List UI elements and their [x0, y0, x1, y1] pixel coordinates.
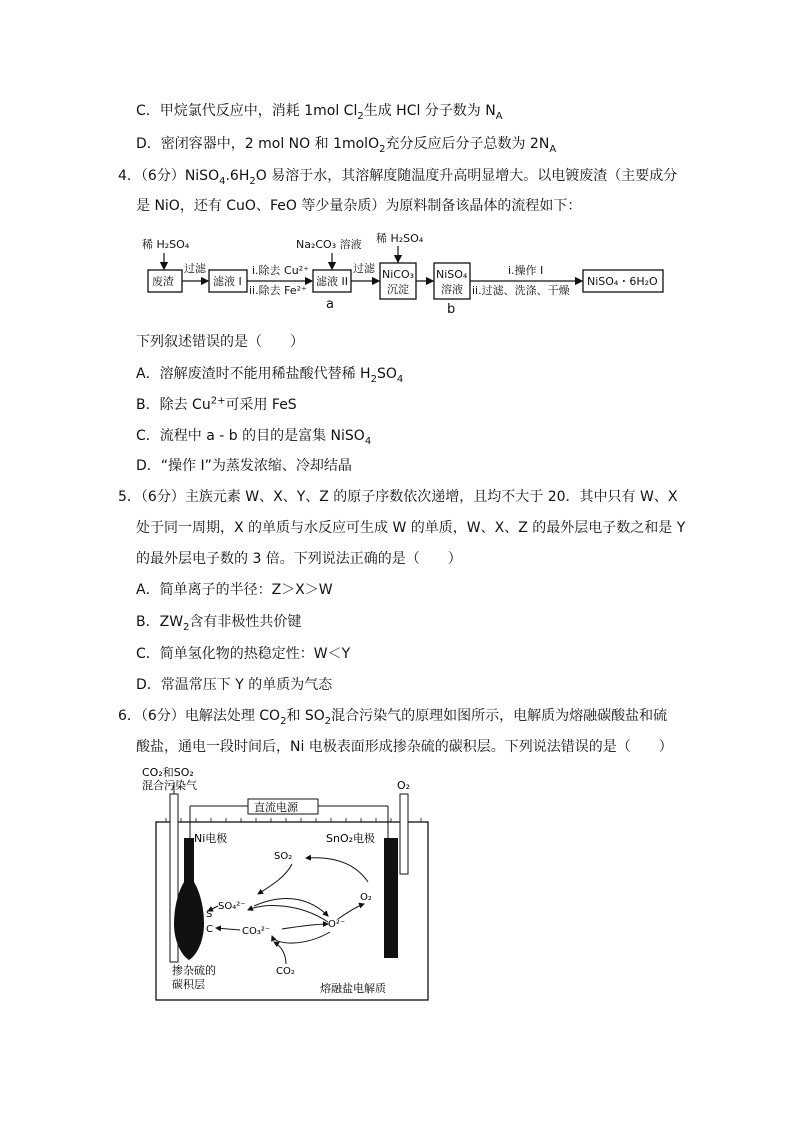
q4-option-b: B．除去 $Cu^{2+}$可采用 FeS [136, 395, 297, 413]
flow-product-label: NiSO₄・6H₂O [587, 275, 658, 288]
diagram-c-label: C [206, 924, 213, 935]
q5-option-b: B．$ZW_2$含有非极性共价键 [136, 614, 302, 633]
flow-filtrate1-label: 滤液 I [213, 275, 242, 288]
diagram-gas-label-1: CO₂和SO₂ [142, 766, 194, 779]
q5-option-d: D．常温常压下 Y 的单质为气态 [136, 677, 333, 693]
diagram-so4-label: SO₄²⁻ [218, 901, 246, 912]
diagram-power-label: 直流电源 [254, 801, 298, 814]
diagram-layer-label-1: 掺杂硫的 [172, 964, 216, 977]
q5-stem-line3: 的最外层电子数的 3 倍。下列说法正确的是（ ） [136, 551, 462, 567]
flow-waste-label: 废渣 [152, 275, 174, 288]
diagram-o2-gas-label: O₂ [360, 892, 372, 903]
diagram-electrolyte-label: 熔融盐电解质 [320, 982, 386, 995]
q4-stem-line1: 4．（6分）$NiSO_4.6H_2O$ 易溶于水，其溶解度随温度升高明显增大。以电镀废渣（主要成分 [118, 168, 678, 187]
flow-na2co3-label: Na₂CO₃ 溶液 [296, 238, 362, 251]
flow-filter1-label: 过滤 [184, 262, 206, 275]
q4-option-c: C．流程中 a - b 的目的是富集 NiSO$_4$ [136, 428, 372, 447]
q5-option-a: A．简单离子的半径：Z＞X＞W [136, 582, 333, 598]
q5-option-c: C．简单氢化物的热稳定性：W＜Y [136, 646, 351, 662]
diagram-s-label: S [206, 909, 213, 920]
flow-label-b: b [447, 302, 456, 317]
flow-niso4-sub-label: 溶液 [441, 283, 463, 296]
diagram-o2-outlet-tube [400, 794, 408, 874]
flow-niso4-label: NiSO₄ [436, 268, 468, 281]
flow-nico3-sub-label: 沉淀 [387, 283, 409, 296]
q4-prompt: 下列叙述错误的是（ ） [136, 334, 304, 350]
flow-acid2-label: 稀 H₂SO₄ [376, 232, 424, 245]
flow-filtrate2-label: 滤液 II [316, 275, 348, 288]
diagram-co2-label: CO₂ [276, 966, 295, 977]
q6-stem-line2: 酸盐，通电一段时间后，Ni 电极表面形成掺杂硫的碳积层。下列说法错误的是（ ） [136, 739, 673, 755]
flow-op-ii-label: ii.过滤、洗涤、干燥 [472, 284, 570, 297]
flow-step-ii-label: ii.除去 Fe²⁺ [249, 284, 307, 297]
flow-nico3-label: NiCO₃ [382, 268, 415, 281]
diagram-co3-label: CO₃²⁻ [242, 926, 271, 937]
diagram-o2-ion-label: O²⁻ [328, 919, 346, 930]
flow-acid1-label: 稀 H₂SO₄ [142, 238, 190, 251]
diagram-ni-electrode-label: Ni电极 [194, 832, 228, 845]
q4-option-a: A．溶解废渣时不能用稀盐酸代替稀 $H_2SO_4$ [136, 366, 404, 385]
flow-op-i-label: i.操作 I [508, 264, 544, 277]
flow-step-i-label: i.除去 Cu²⁺ [252, 264, 309, 277]
diagram-sno2-electrode-label: SnO₂电极 [326, 832, 376, 845]
flow-label-a: a [326, 297, 334, 312]
q4-stem-line2: 是 NiO，还有 CuO、FeO 等少量杂质）为原料制备该晶体的流程如下： [136, 198, 582, 214]
q3-option-c: C．甲烷氯代反应中，消耗 1mol $Cl_2$生成 HCl 分子数为 $N_A$ [136, 103, 503, 122]
q5-stem-line2: 处于同一周期，X 的单质与水反应可生成 W 的单质，W、X、Z 的最外层电子数之和是 Y [136, 520, 686, 536]
q6-stem-line1: 6．（6分）电解法处理 $CO_2$和 $SO_2$混合污染气的原理如图所示，电解质为熔融碳酸盐和硫 [118, 708, 668, 727]
diagram-gas-label-2: 混合污染气 [142, 779, 197, 792]
q4-option-d: D．“操作 I”为蒸发浓缩、冷却结晶 [136, 458, 352, 474]
diagram-so2-label: SO₂ [274, 851, 293, 862]
q3-option-d: D．密闭容器中，2 mol NO 和 1molO$_2$充分反应后分子总数为 $2N_A$ [136, 136, 557, 155]
diagram-sno2-electrode [384, 838, 398, 958]
q5-stem-line1: 5．（6分）主族元素 W、X、Y、Z 的原子序数依次递增，且均不大于 20．其中只有 W、X [118, 489, 678, 505]
diagram-layer-label-2: 碳积层 [172, 978, 205, 991]
flow-filter2-label: 过滤 [353, 262, 375, 275]
q4-flowchart [136, 228, 696, 318]
diagram-o2-outlet-label: O₂ [397, 779, 411, 792]
q6-electrolysis-diagram [136, 764, 436, 1004]
